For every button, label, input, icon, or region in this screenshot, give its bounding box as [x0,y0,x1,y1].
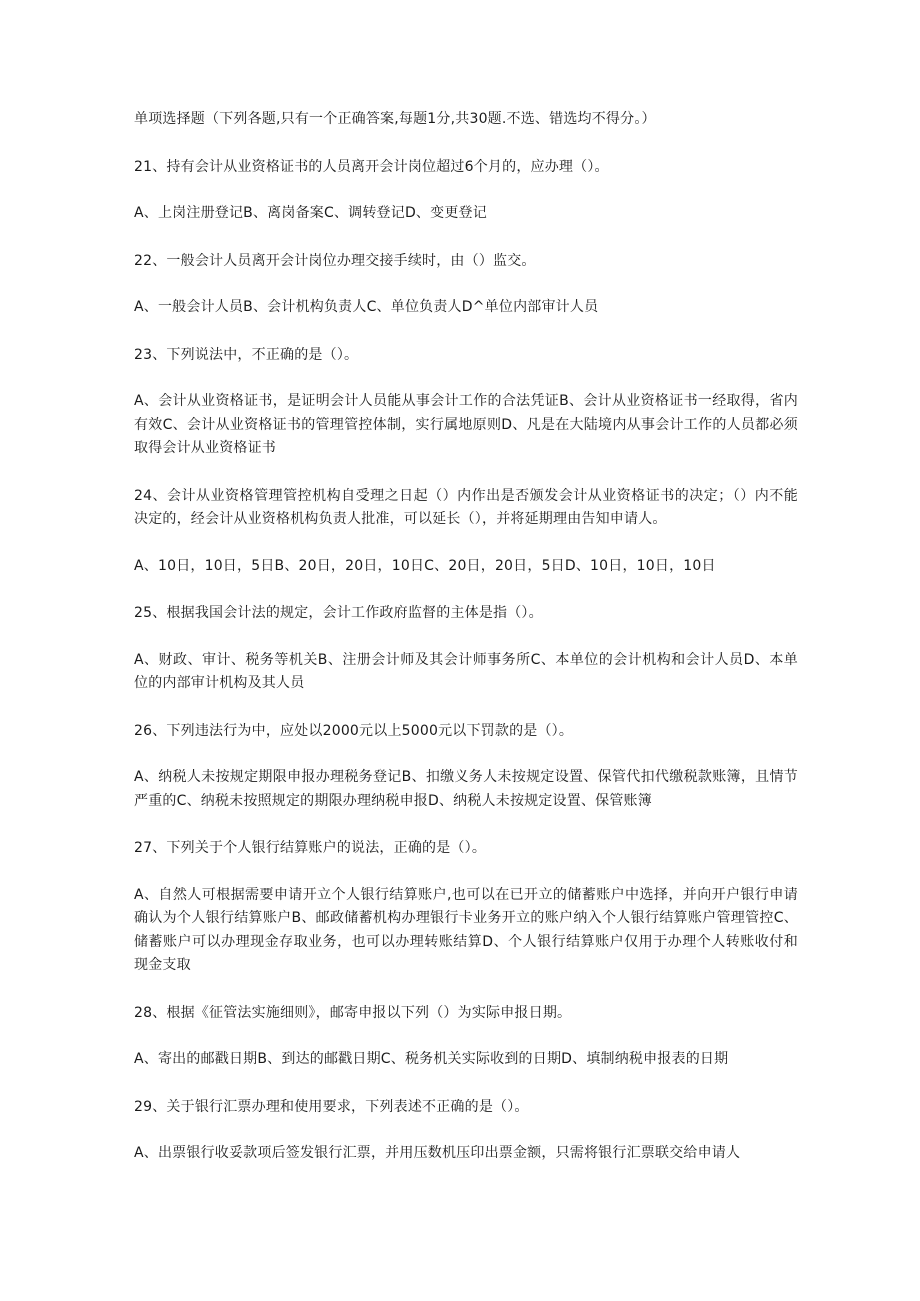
question-26-stem: 26、下列违法行为中，应处以2000元以上5000元以下罚款的是（）。 [134,722,574,739]
question-25-options: A、财政、审计、税务等机关B、注册会计师及其会计师事务所C、本单位的会计机构和会计人员D、本单位的内部审计机构及其人员 [134,651,798,691]
question-23-options: A、会计从业资格证书，是证明会计人员能从事会计工作的合法凭证B、会计从业资格证书一经取得，省内有效C、会计从业资格证书的管理管控体制，实行属地原则D、凡是在大陆境内从事会计工作的人员都必须取得会计从业资格证书 [134,393,798,456]
question-24-stem: 24、会计从业资格管理管控机构自受理之日起（）内作出是否颁发会计从业资格证书的决定；（）内不能决定的，经会计从业资格机构负责人批准，可以延长（），并将延期理由告知申请人。 [134,487,798,527]
question-25-stem: 25、根据我国会计法的规定，会计工作政府监督的主体是指（）。 [134,605,543,621]
document-page [134,108,798,1190]
question-22-stem: 22、一般会计人员离开会计岗位办理交接手续时，由（）监交。 [134,252,536,269]
question-29-stem: 29、关于银行汇票办理和使用要求，下列表述不正确的是（）。 [134,1098,529,1115]
question-27-stem: 27、下列关于个人银行结算账户的说法，正确的是（）。 [134,840,487,856]
question-24-options: A、10日，10日，5日B、20日，20日，10日C、20日，20日，5日D、10日，10日，10日 [134,557,716,574]
question-26-options: A、纳税人未按规定期限申报办理税务登记B、扣缴义务人未按规定设置、保管代扣代缴税款账簿，且情节严重的C、纳税未按照规定的期限办理纳税申报D、纳税人未按规定设置、保管账簿 [134,769,798,809]
section-heading: 单项选择题（下列各题,只有一个正确答案,每题1分,共30题.不选、错选均不得分。） [134,111,656,127]
question-21-options: A、上岗注册登记B、离岗备案C、调转登记D、变更登记 [134,205,487,221]
question-28-options: A、寄出的邮戳日期B、到达的邮戳日期C、税务机关实际收到的日期D、填制纳税申报表的日期 [134,1051,729,1067]
question-29-options: A、出票银行收妥款项后签发银行汇票，并用压数机压印出票金额，只需将银行汇票联交给申请人 [134,1145,741,1161]
question-23-stem: 23、下列说法中，不正确的是（）。 [134,346,359,363]
question-21-stem: 21、持有会计从业资格证书的人员离开会计岗位超过6个月的，应办理（）。 [134,158,609,175]
question-28-stem: 28、根据《征管法实施细则》，邮寄申报以下列（）为实际申报日期。 [134,1004,572,1021]
question-22-options: A、一般会计人员B、会计机构负责人C、单位负责人D^单位内部审计人员 [134,299,599,315]
question-27-options: A、自然人可根据需要申请开立个人银行结算账户,也可以在已开立的储蓄账户中选择，并向开户银行申请确认为个人银行结算账户B、邮政储蓄机构办理银行卡业务开立的账户纳入个人银行结算账户管理管控C、储蓄账户可以办理现金存取业务，也可以办理转账结算D、个人银行结算账户仅用于办理个人转账收付和现金支取 [134,886,798,973]
